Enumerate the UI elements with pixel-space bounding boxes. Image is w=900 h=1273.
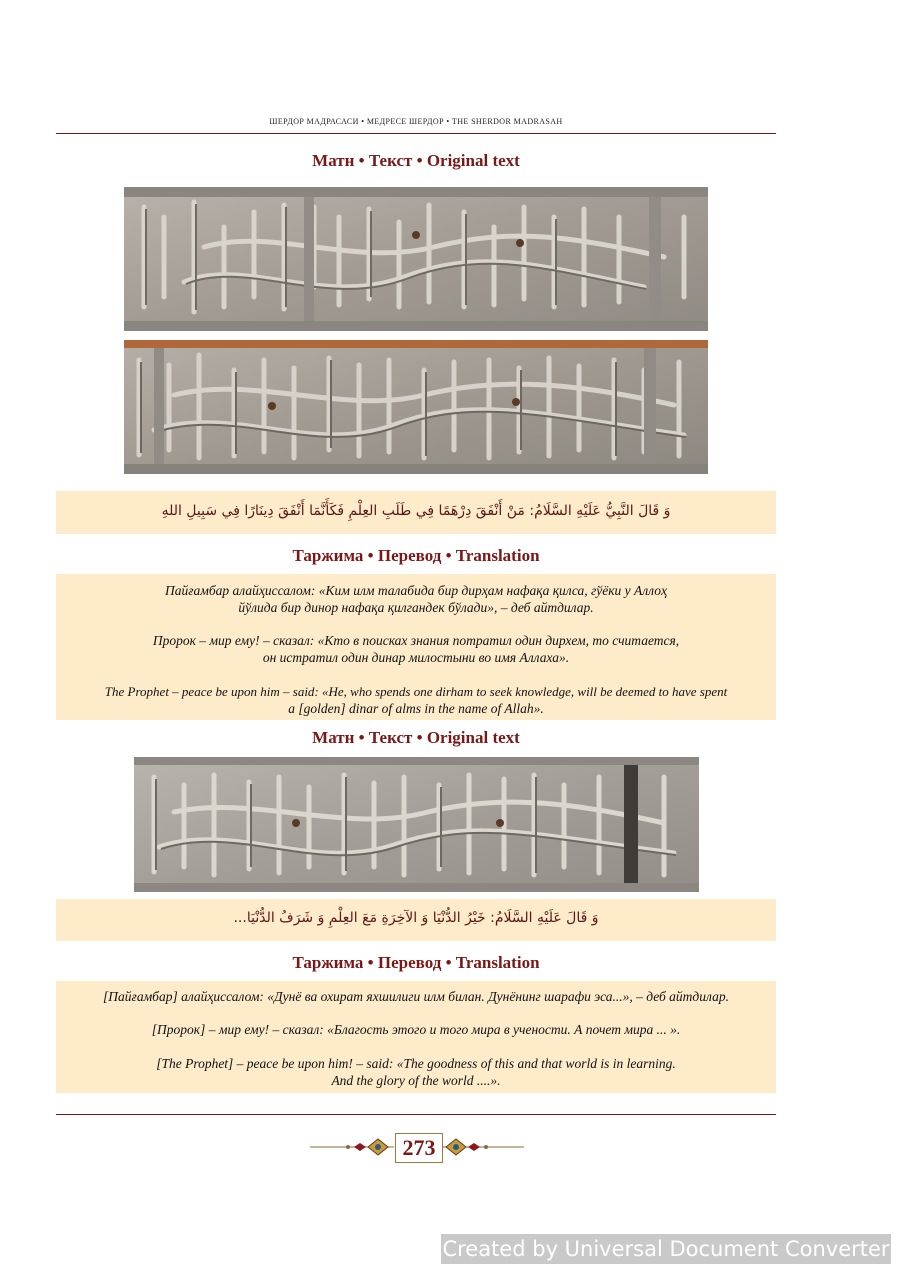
- translation-band-1: [56, 574, 776, 720]
- running-header: ШЕРДОР МАДРАСАСИ • МЕДРЕСЕ ШЕРДОР • THE SHERDOR MADRASAH: [269, 117, 563, 126]
- footer-rule: [56, 1114, 776, 1115]
- inscription-photo-3: [134, 757, 699, 892]
- uzbek-translation-2-line1: [Пайғамбар] алайҳиссалом: «Дунё ва охират яхшилиги илм билан. Дунёнинг шарафи эса...», – деб айтдилар.: [103, 989, 729, 1004]
- header-rule: [56, 133, 776, 134]
- original-text-heading-2: Матн • Текст • Original text: [312, 728, 520, 747]
- english-translation-2-line2: And the glory of the world ....».: [331, 1073, 501, 1088]
- inscription-photo-1: [124, 187, 708, 331]
- russian-translation-1-line2: он истратил один динар милостыни во имя Аллаха».: [262, 650, 570, 665]
- arabic-text-1: وَ قَالَ النَّبِيُّ عَلَيْهِ السَّلَامُ: مَنْ أَنْفَقَ دِرْهَمًا فِي طَلَبِ العِلْمِ فَكَأَنَّمَا أَنْفَقَ دِينَارًا فِي سَبِيلِ اللهِ: [161, 503, 671, 519]
- arabic-text-band-2: [56, 899, 776, 941]
- uzbek-translation-1-line2: йўлида бир динор нафақа қилгандек бўлади», – деб айтдилар.: [238, 600, 594, 615]
- english-translation-2-line1: [The Prophet] – peace be upon him! – said: «The goodness of this and that world is in learning.: [156, 1056, 676, 1071]
- page-number-ornament: [310, 1133, 524, 1161]
- page-number: 273: [395, 1133, 443, 1163]
- inscription-photo-2: [124, 340, 708, 474]
- converter-watermark: Created by Universal Document Converter: [441, 1234, 891, 1264]
- arabic-text-2: وَ قَالَ عَلَيْهِ السَّلَامُ: خَيْرُ الدُّنْيَا وَ الآخِرَةِ مَعَ العِلْمِ وَ شَرَفُ الدُّنْيَا...: [233, 910, 599, 926]
- english-translation-1-line1: The Prophet – peace be upon him – said: «He, who spends one dirham to seek knowledge, will be deemed to have spent: [104, 684, 728, 699]
- arabic-text-band-1: [56, 491, 776, 534]
- translation-heading-2: Таржима • Перевод • Translation: [292, 953, 540, 972]
- translation-heading-1: Таржима • Перевод • Translation: [292, 546, 540, 565]
- english-translation-1-line2: a [golden] dinar of alms in the name of Allah».: [288, 701, 544, 716]
- original-text-heading: Матн • Текст • Original text: [312, 151, 520, 170]
- russian-translation-2-line1: [Пророк] – мир ему! – сказал: «Благость этого и того мира в учености. А почет мира ... ».: [151, 1022, 681, 1037]
- uzbek-translation-1-line1: Пайғамбар алайҳиссалом: «Ким илм талабида бир дирҳам нафақа қилса, гўёки у Аллоҳ: [165, 583, 667, 598]
- translation-band-2: [56, 981, 776, 1093]
- russian-translation-1-line1: Пророк – мир ему! – сказал: «Кто в поисках знания потратил один дирхем, то считается,: [152, 633, 680, 648]
